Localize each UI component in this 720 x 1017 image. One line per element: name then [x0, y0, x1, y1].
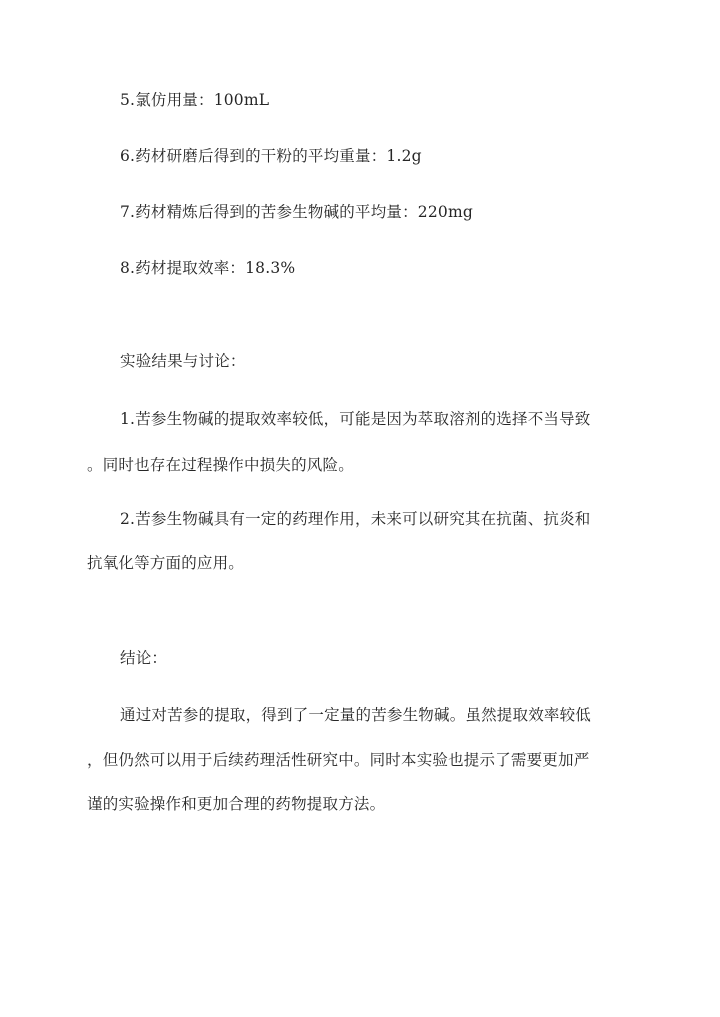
conclusion-line-2: ，但仍然可以用于后续药理活性研究中。同时本实验也提示了需要更加严 — [87, 751, 590, 769]
results-paragraph-1-line-2: 。同时也存在过程操作中损失的风险。 — [87, 456, 354, 474]
data-item-6: 6.药材研磨后得到的干粉的平均重量：1.2g — [120, 147, 422, 165]
results-paragraph-2-line-1: 2.苦参生物碱具有一定的药理作用，未来可以研究其在抗菌、抗炎和 — [120, 510, 591, 528]
conclusion-line-1: 通过对苦参的提取，得到了一定量的苦参生物碱。虽然提取效率较低 — [120, 706, 592, 724]
conclusion-line-3: 谨的实验操作和更加合理的药物提取方法。 — [87, 795, 386, 813]
results-paragraph-1-line-1: 1.苦参生物碱的提取效率较低，可能是因为萃取溶剂的选择不当导致 — [120, 410, 591, 428]
data-item-7: 7.药材精炼后得到的苦参生物碱的平均量：220mg — [120, 203, 473, 221]
data-item-8: 8.药材提取效率：18.3% — [120, 259, 296, 277]
results-paragraph-2-line-2: 抗氧化等方面的应用。 — [87, 554, 245, 572]
results-heading: 实验结果与讨论： — [120, 352, 246, 370]
data-item-5: 5.氯仿用量：100mL — [120, 91, 270, 109]
conclusion-heading: 结论： — [120, 649, 168, 667]
